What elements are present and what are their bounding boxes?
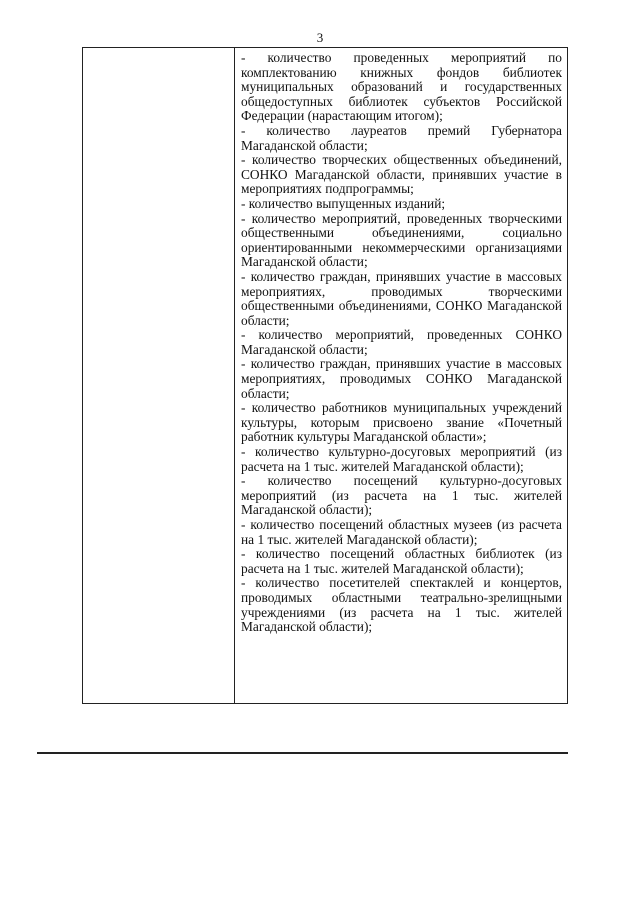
footer-separator-line <box>37 752 568 754</box>
indicator-item: - количество граждан, принявших участие в массовых мероприятиях, проводимых творческими общественными объединениями, СОНКО Магаданской области; <box>241 268 562 328</box>
indicator-item: - количество творческих общественных объединений, СОНКО Магаданской области, принявших участие в мероприятиях подпрограммы; <box>241 152 562 197</box>
page-number: 3 <box>316 30 324 45</box>
indicator-item: - количество мероприятий, проведенных СОНКО Магаданской области; <box>241 327 562 357</box>
indicator-item: - количество посетителей спектаклей и концертов, проводимых областными театрально-зрелищными учреждениями (из расчета на 1 тыс. жителей Магаданской области); <box>241 575 562 635</box>
indicator-item: - количество выпущенных изданий; <box>241 195 446 211</box>
indicator-item: - количество мероприятий, проведенных творческими общественными объединениями, социально ориентированными некоммерческими организациями Магаданской области; <box>241 210 562 270</box>
table-left-column <box>83 48 235 703</box>
indicator-item: - количество посещений областных библиотек (из расчета на 1 тыс. жителей Магаданской области); <box>241 546 562 576</box>
indicator-item: - количество работников муниципальных учреждений культуры, которым присвоено звание «Почетный работник культуры Магаданской области»; <box>241 400 562 445</box>
indicator-item: - количество проведенных мероприятий по комплектованию книжных фондов библиотек муниципальных образований и государственных общедоступных библиотек субъектов Российской Федерации (нарастающим итогом); <box>241 50 562 124</box>
table-right-column <box>235 48 567 703</box>
indicators-table <box>82 47 568 704</box>
indicator-item: - количество культурно-досуговых мероприятий (из расчета на 1 тыс. жителей Магаданской области); <box>241 444 562 474</box>
indicator-item: - количество граждан, принявших участие в массовых мероприятиях, проводимых СОНКО Магаданской области; <box>241 356 562 401</box>
indicator-item: - количество лауреатов премий Губернатора Магаданской области; <box>241 122 562 153</box>
indicator-item: - количество посещений областных музеев (из расчета на 1 тыс. жителей Магаданской области); <box>241 517 562 547</box>
indicator-item: - количество посещений культурно-досуговых мероприятий (из расчета на 1 тыс. жителей Магаданской области); <box>241 473 562 518</box>
